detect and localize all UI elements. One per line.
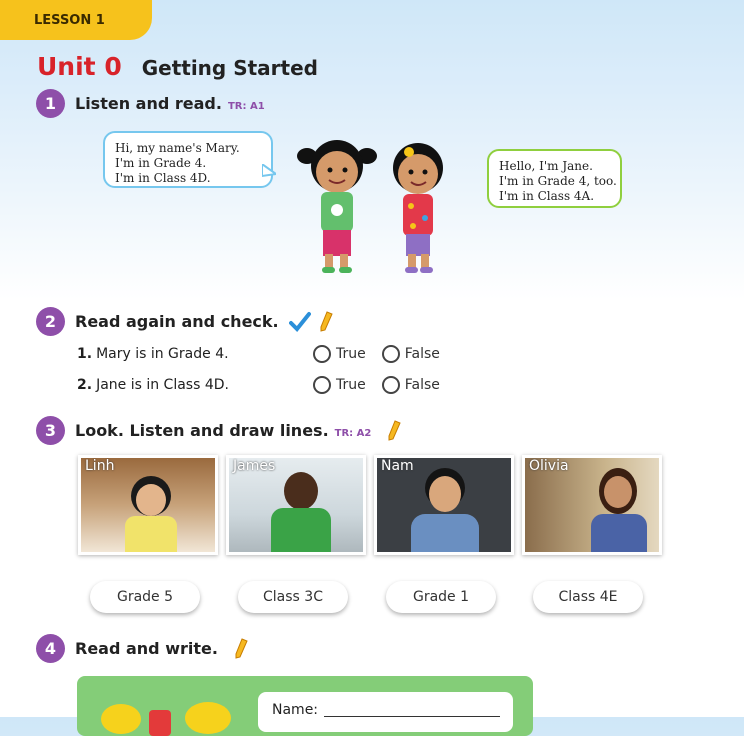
true-option[interactable]: True [313,345,366,363]
speech-bubble-jane: Hello, I'm Jane. I'm in Grade 4, too. I'm in Class 4A. [487,149,622,208]
name-label: Name: [272,702,319,718]
exercise-1-header [36,89,265,118]
question-row: 1. Mary is in Grade 4. True False [77,346,440,362]
photo-name-label: Linh [85,458,115,474]
radio-circle-icon[interactable] [382,345,400,363]
track-label: TR: A1 [227,101,265,112]
exercise-number: 1 [36,89,65,118]
pencil-icon [319,311,333,333]
false-option[interactable]: False [382,376,440,394]
label-pill[interactable]: Class 3C [238,581,348,613]
radio-circle-icon[interactable] [382,376,400,394]
name-card [258,692,513,732]
exercise-number: 3 [36,416,65,445]
true-option[interactable]: True [313,376,366,394]
speech-bubble-mary: Hi, my name's Mary. I'm in Grade 4. I'm in Class 4D. [103,131,273,188]
photo-name-label: Olivia [529,458,569,474]
photo-name-label: James [233,458,276,474]
label-pill[interactable]: Grade 1 [386,581,496,613]
label-pill[interactable]: Class 4E [533,581,643,613]
photo-nam [374,455,514,555]
bubble-tail-icon [262,164,276,178]
label-pill[interactable]: Grade 5 [90,581,200,613]
unit-title [37,52,318,81]
girls-illustration [285,128,465,288]
lesson-tab [0,0,152,40]
photo-name-label: Nam [381,458,414,474]
photo-linh [78,455,218,555]
unit-name: Getting Started [141,56,318,80]
lesson-label: LESSON 1 [34,12,105,28]
exercise-title: Listen and read. TR: A1 [75,94,265,113]
photo-james [226,455,366,555]
pencil-icon [387,420,401,442]
question-row: 2. Jane is in Class 4D. True False [77,377,440,393]
mary-figure [297,140,377,273]
pencil-icon [234,638,248,660]
exercise-title: Look. Listen and draw lines. TR: A2 [75,421,372,440]
radio-circle-icon[interactable] [313,376,331,394]
check-icon [289,311,311,333]
exercise-2-header [36,307,333,336]
radio-circle-icon[interactable] [313,345,331,363]
exercise-title: Read and write. [75,639,218,658]
false-option[interactable]: False [382,345,440,363]
exercise-4-header [36,634,248,663]
exercise-number: 4 [36,634,65,663]
exercise-3-header [36,416,401,445]
track-label: TR: A2 [334,428,372,439]
photo-olivia [522,455,662,555]
exercise-number: 2 [36,307,65,336]
exercise-title: Read again and check. [75,312,279,331]
unit-number: Unit 0 [37,52,122,81]
jane-figure [393,143,443,273]
